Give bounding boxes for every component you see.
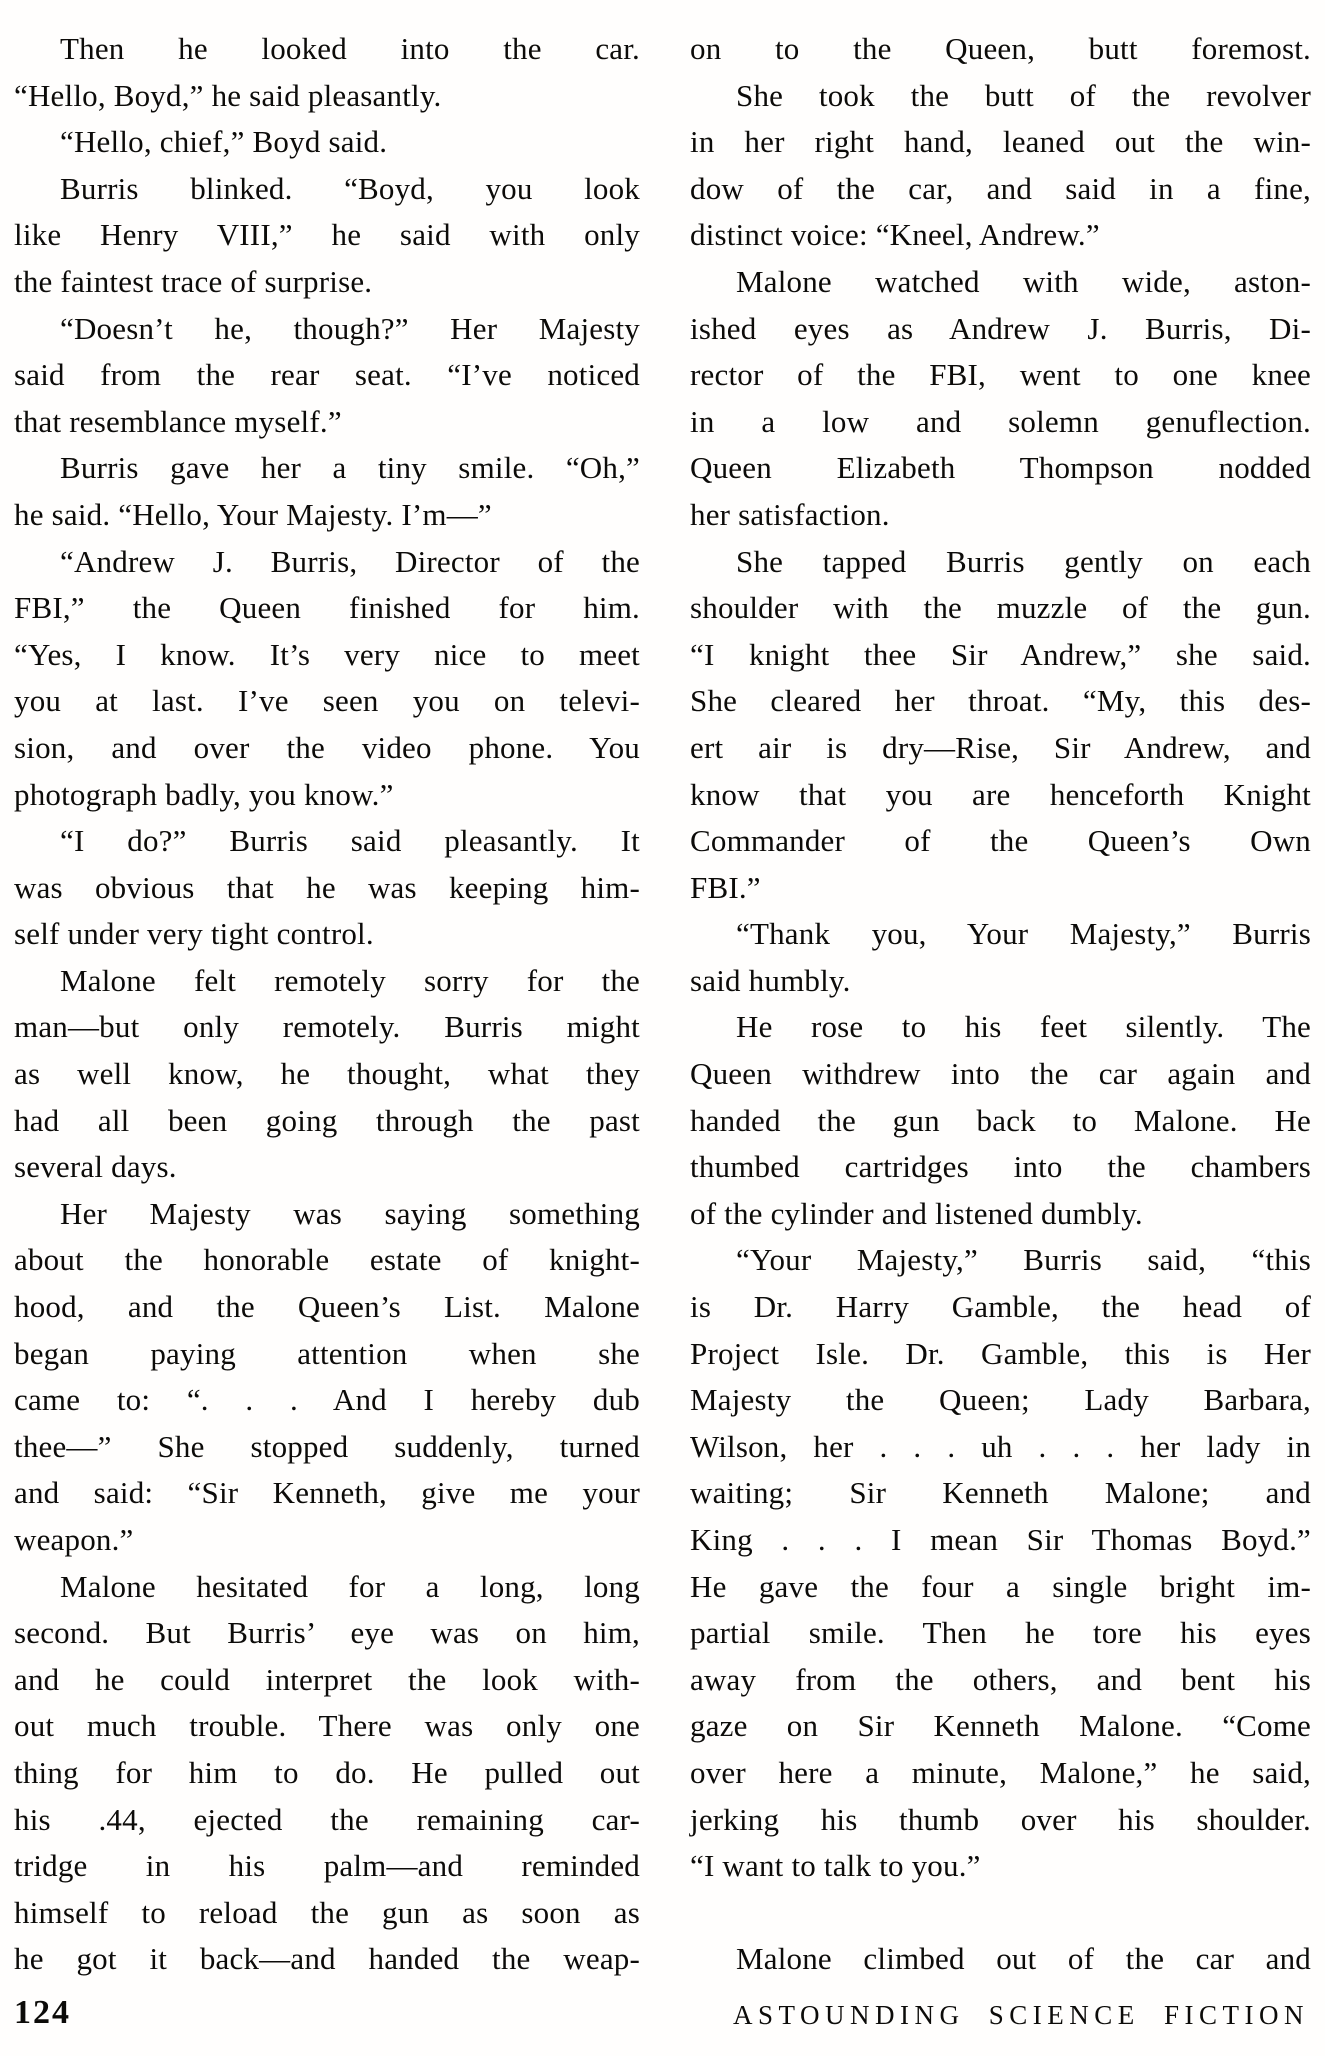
- text-line: “Doesn’t he, though?” Her Majesty: [60, 310, 640, 346]
- text-line: away from the others, and bent his: [690, 1661, 1311, 1697]
- text-line: He gave the four a single bright im-: [690, 1568, 1311, 1604]
- text-line: you at last. I’ve seen you on televi-: [14, 683, 640, 719]
- text-column-right: [690, 26, 1311, 1983]
- text-line: tridge in his palm—and reminded: [14, 1848, 640, 1884]
- text-line: said from the rear seat. “I’ve noticed: [14, 357, 640, 393]
- text-line: ished eyes as Andrew J. Burris, Di-: [690, 310, 1311, 346]
- text-line: several days.: [14, 1149, 177, 1185]
- text-line: “Thank you, Your Majesty,” Burris: [736, 916, 1311, 952]
- text-line: and said: “Sir Kenneth, give me your: [14, 1475, 640, 1511]
- text-line: had all been going through the past: [14, 1102, 640, 1138]
- text-line: She tapped Burris gently on each: [736, 543, 1311, 579]
- text-line: sion, and over the video phone. You: [14, 729, 640, 765]
- text-line: ert air is dry—Rise, Sir Andrew, and: [690, 729, 1311, 765]
- text-line: distinct voice: “Kneel, Andrew.”: [690, 217, 1100, 253]
- text-line: that resemblance myself.”: [14, 403, 342, 439]
- text-line: Commander of the Queen’s Own: [690, 823, 1311, 859]
- text-line: is Dr. Harry Gamble, the head of: [690, 1289, 1311, 1325]
- text-line: rector of the FBI, went to one knee: [690, 357, 1311, 393]
- text-line: his .44, ejected the remaining car-: [14, 1801, 640, 1837]
- text-line: the faintest trace of surprise.: [14, 263, 373, 299]
- text-column-left: [14, 26, 640, 1983]
- text-line: shoulder with the muzzle of the gun.: [690, 590, 1311, 626]
- text-line: like Henry VIII,” he said with only: [14, 217, 640, 253]
- text-line: She cleared her throat. “My, this des-: [690, 683, 1311, 719]
- text-line: She took the butt of the revolver: [736, 77, 1311, 113]
- text-line: know that you are henceforth Knight: [690, 776, 1311, 812]
- text-line: thumbed cartridges into the chambers: [690, 1149, 1311, 1185]
- text-line: Queen withdrew into the car again and: [690, 1056, 1311, 1092]
- text-line: thee—” She stopped suddenly, turned: [14, 1428, 640, 1464]
- text-line: Project Isle. Dr. Gamble, this is Her: [690, 1335, 1311, 1371]
- text-line: partial smile. Then he tore his eyes: [690, 1615, 1311, 1651]
- text-line: Her Majesty was saying something: [60, 1195, 640, 1231]
- text-line: Malone felt remotely sorry for the: [60, 962, 640, 998]
- text-line: waiting; Sir Kenneth Malone; and: [690, 1475, 1311, 1511]
- page-number: 124: [14, 1994, 71, 2031]
- text-line: came to: “. . . And I hereby dub: [14, 1382, 640, 1418]
- text-line: self under very tight control.: [14, 916, 374, 952]
- text-line: in her right hand, leaned out the win-: [690, 124, 1311, 160]
- text-line: out much trouble. There was only one: [14, 1708, 640, 1744]
- text-line: her satisfaction.: [690, 496, 890, 532]
- text-line: of the cylinder and listened dumbly.: [690, 1195, 1143, 1231]
- text-line: said humbly.: [690, 962, 851, 998]
- text-line: FBI,” the Queen finished for him.: [14, 590, 640, 626]
- text-line: dow of the car, and said in a fine,: [690, 170, 1311, 206]
- text-line: “I want to talk to you.”: [690, 1848, 981, 1884]
- text-line: himself to reload the gun as soon as: [14, 1894, 640, 1930]
- text-line: “Andrew J. Burris, Director of the: [60, 543, 640, 579]
- text-line: over here a minute, Malone,” he said,: [690, 1754, 1311, 1790]
- text-line: and he could interpret the look with-: [14, 1661, 640, 1697]
- text-line: He rose to his feet silently. The: [736, 1009, 1311, 1045]
- text-line: hood, and the Queen’s List. Malone: [14, 1289, 640, 1325]
- text-line: Burris gave her a tiny smile. “Oh,”: [60, 450, 640, 486]
- text-line: he got it back—and handed the weap-: [14, 1941, 640, 1977]
- text-line: photograph badly, you know.”: [14, 776, 394, 812]
- text-line: Malone climbed out of the car and: [736, 1941, 1311, 1977]
- text-line: “Yes, I know. It’s very nice to meet: [14, 636, 640, 672]
- text-line: FBI.”: [690, 869, 761, 905]
- text-line: in a low and solemn genuflection.: [690, 403, 1311, 439]
- blank-line: [690, 1890, 1311, 1937]
- text-line: “I do?” Burris said pleasantly. It: [60, 823, 640, 859]
- text-line: weapon.”: [14, 1522, 134, 1557]
- text-line: Wilson, her . . . uh . . . her lady in: [690, 1428, 1311, 1464]
- text-line: jerking his thumb over his shoulder.: [690, 1801, 1311, 1837]
- text-line: about the honorable estate of knight-: [14, 1242, 640, 1278]
- text-line: second. But Burris’ eye was on him,: [14, 1615, 640, 1651]
- text-line: Burris blinked. “Boyd, you look: [60, 170, 640, 206]
- text-line: thing for him to do. He pulled out: [14, 1754, 640, 1790]
- text-line: “Hello, Boyd,” he said pleasantly.: [14, 77, 442, 113]
- text-line: Then he looked into the car.: [60, 31, 640, 66]
- text-line: man—but only remotely. Burris might: [14, 1009, 640, 1045]
- text-line: began paying attention when she: [14, 1335, 640, 1371]
- text-line: as well know, he thought, what they: [14, 1056, 640, 1092]
- text-line: handed the gun back to Malone. He: [690, 1102, 1311, 1138]
- text-line: “I knight thee Sir Andrew,” she said.: [690, 636, 1311, 672]
- text-line: on to the Queen, butt foremost.: [690, 31, 1311, 66]
- text-line: Malone watched with wide, aston-: [736, 263, 1311, 299]
- text-line: he said. “Hello, Your Majesty. I’m—”: [14, 496, 492, 532]
- text-line: “Hello, chief,” Boyd said.: [60, 124, 388, 160]
- text-line: Majesty the Queen; Lady Barbara,: [690, 1382, 1311, 1418]
- text-line: King . . . I mean Sir Thomas Boyd.”: [690, 1522, 1311, 1557]
- text-line: Queen Elizabeth Thompson nodded: [690, 450, 1311, 486]
- text-line: Malone hesitated for a long, long: [60, 1568, 640, 1604]
- page-body: [14, 26, 1311, 1983]
- text-line: gaze on Sir Kenneth Malone. “Come: [690, 1708, 1311, 1744]
- magazine-running-title: ASTOUNDING SCIENCE FICTION: [732, 2000, 1309, 2030]
- text-line: “Your Majesty,” Burris said, “this: [736, 1242, 1311, 1278]
- text-line: was obvious that he was keeping him-: [14, 869, 640, 905]
